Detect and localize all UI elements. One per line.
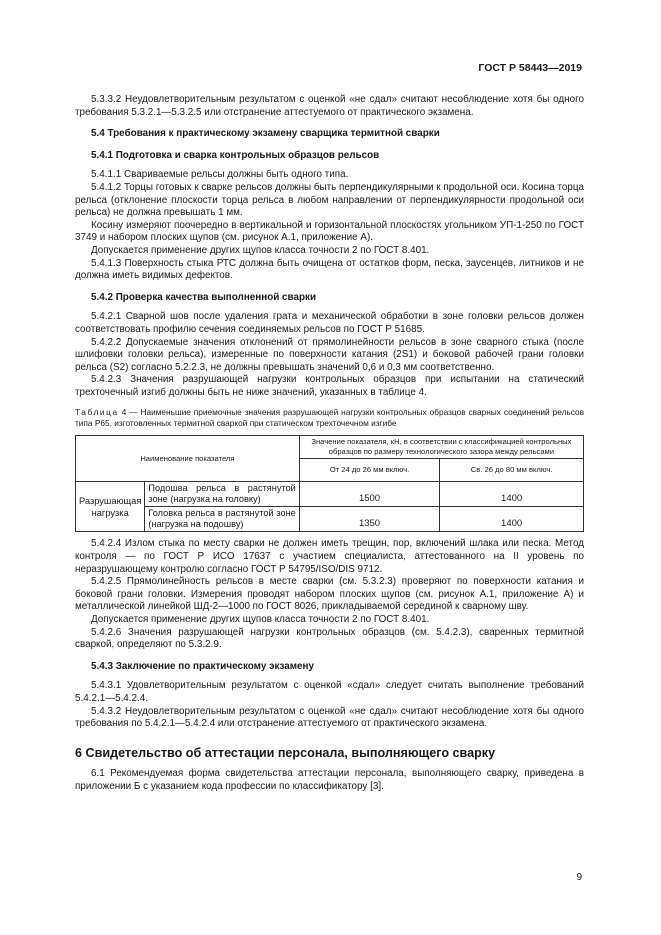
- table-4: [75, 435, 584, 532]
- paragraph-5-4-3-2: 5.4.3.2 Неудовлетворительным результатом с оценкой «не сдал» считают несоблюдение хотя бы одного требования по 5.4.2.1—5.4.2.4 или отстранение аттестуемого от практического экзамена.: [75, 705, 584, 730]
- row-2-value-1: 1350: [299, 507, 439, 532]
- header-sub-26-80: Св. 26 до 80 мм включ.: [440, 459, 584, 482]
- paragraph-5-4-1-2: 5.4.1.2 Торцы готовых к сварке рельсов должны быть перпендикулярными к продольной оси. Косина торца рельса (отклонение плоскости торца рельса в любом направлении от перпендикулярности продольной оси рельса) не должна превышать 1 мм.: [75, 181, 584, 219]
- row-2-value-2: 1400: [440, 507, 584, 532]
- heading-5-4-2: 5.4.2 Проверка качества выполненной сварки: [91, 291, 317, 303]
- header-indicator-name: Наименование показателя: [76, 436, 300, 482]
- header-sub-24-26: От 24 до 26 мм включ.: [299, 459, 439, 482]
- heading-5-4: 5.4 Требования к практическому экзамену сварщика термитной сварки: [91, 128, 440, 140]
- paragraph-5-3-3-2: 5.3.3.2 Неудовлетворительным результатом с оценкой «не сдал» считают несоблюдение хотя бы одного требования 5.3.2.1—5.3.2.5 или отстранение аттестуемого от практического экзамена.: [75, 94, 584, 118]
- paragraph-5-4-1-2-c: Допускается применение других щупов класса точности 2 по ГОСТ 8.401.: [91, 244, 430, 256]
- paragraph-5-4-2-5-b: Допускается применение других щупов класса точности 2 по ГОСТ 8.401.: [91, 614, 430, 626]
- paragraph-5-4-2-1: 5.4.2.1 Сварной шов после удаления грата и механической обработки в зоне головки рельсов должен соответствовать профилю сечения соединяемых рельсов по ГОСТ Р 51685.: [75, 311, 584, 335]
- header-values: Значение показателя, кН, в соответствии с классификацией контрольных образцов по размеру технологического зазора между рельсами: [299, 436, 583, 459]
- table-caption-text: 4 — Наименьшие приемочные значения разрушающей нагрузки контрольных образцов сварных соединений рельсов типа Р65, изготовленных термитной сваркой при статическом трехточечном изгибе: [75, 407, 584, 429]
- paragraph-5-4-3-1: 5.4.3.1 Удовлетворительным результатом с оценкой «сдал» следует считать выполнение требований 5.4.2.1—5.4.2.4.: [75, 680, 584, 704]
- paragraph-5-4-2-5: 5.4.2.5 Прямолинейность рельсов в месте сварки (см. 5.3.2.3) проверяют по поверхности катания и боковой грани головки. Измерения проводят набором плоских щупов (см. рисунок А.1, приложение А) и металлической линейкой ШД-2—1000 по ГОСТ 8026, прикладываемой серединой к сварному шву.: [75, 576, 584, 613]
- standard-header: ГОСТ Р 58443—2019: [478, 62, 582, 74]
- row-group-label: Разрушающая нагрузка: [76, 482, 145, 532]
- paragraph-5-4-1-3: 5.4.1.3 Поверхность стыка РТС должна быть очищена от остатков форм, песка, заусенцев, литников и не должна иметь видимых дефектов.: [75, 257, 584, 282]
- row-1-value-1: 1500: [299, 482, 439, 507]
- row-1-value-2: 1400: [440, 482, 584, 507]
- page-number: 9: [576, 872, 582, 883]
- paragraph-5-4-2-4: 5.4.2.4 Излом стыка по месту сварки не должен иметь трещин, пор, включений шлака или песка. Метод контроля — по ГОСТ Р ИСО 17637 с участием специалиста, аттестованного на II уровень по неразрушающему контролю согласно ГОСТ Р 54795/ISO/DIS 9712.: [75, 538, 584, 575]
- paragraph-5-4-2-6: 5.4.2.6 Значения разрушающей нагрузки контрольных образцов (см. 5.4.2.3), сваренных термитной сваркой, определяют по 5.3.2.9.: [75, 626, 584, 651]
- heading-5-4-3: 5.4.3 Заключение по практическому экзамену: [91, 660, 314, 672]
- document-body: [75, 94, 584, 794]
- heading-5-4-1: 5.4.1 Подготовка и сварка контрольных образцов рельсов: [91, 149, 380, 161]
- paragraph-6-1: 6.1 Рекомендуемая форма свидетельства аттестации персонала, выполняющего сварку, приведена в приложении Б с указанием кода профессии по классификатору [3].: [75, 768, 584, 792]
- row-2-label: Головка рельса в растянутой зоне (нагрузка на подошву): [145, 507, 299, 532]
- table-caption-label: Таблица: [75, 407, 119, 418]
- table-caption: [75, 407, 584, 429]
- paragraph-5-4-1-1: 5.4.1.1 Свариваемые рельсы должны быть одного типа.: [91, 169, 349, 181]
- paragraph-5-4-1-2-b: Косину измеряют поочередно в вертикальной и горизонтальной плоскостях угольником УП-1-250 по ГОСТ 3749 и набором плоских щупов (см. рисунок А.1, приложение А).: [75, 219, 584, 244]
- paragraph-5-4-2-3: 5.4.2.3 Значения разрушающей нагрузки контрольных образцов при испытании на статический трехточечный изгиб должны быть не ниже значений, указанных в таблице 4.: [75, 374, 584, 398]
- row-1-label: Подошва рельса в растянутой зоне (нагрузка на головку): [145, 482, 299, 507]
- paragraph-5-4-2-2: 5.4.2.2 Допускаемые значения отклонений от прямолинейности рельсов в зоне сварного стыка (после шлифовки головки рельса), измеренные по поверхности катания (2S1) и боковой рабочей грани головки рельса (S2) согласно 5.2.2.3, не должны превышать значений 0,6 и 0,3 мм соответственно.: [75, 336, 584, 373]
- heading-section-6: 6 Свидетельство об аттестации персонала, выполняющего сварку: [75, 745, 496, 760]
